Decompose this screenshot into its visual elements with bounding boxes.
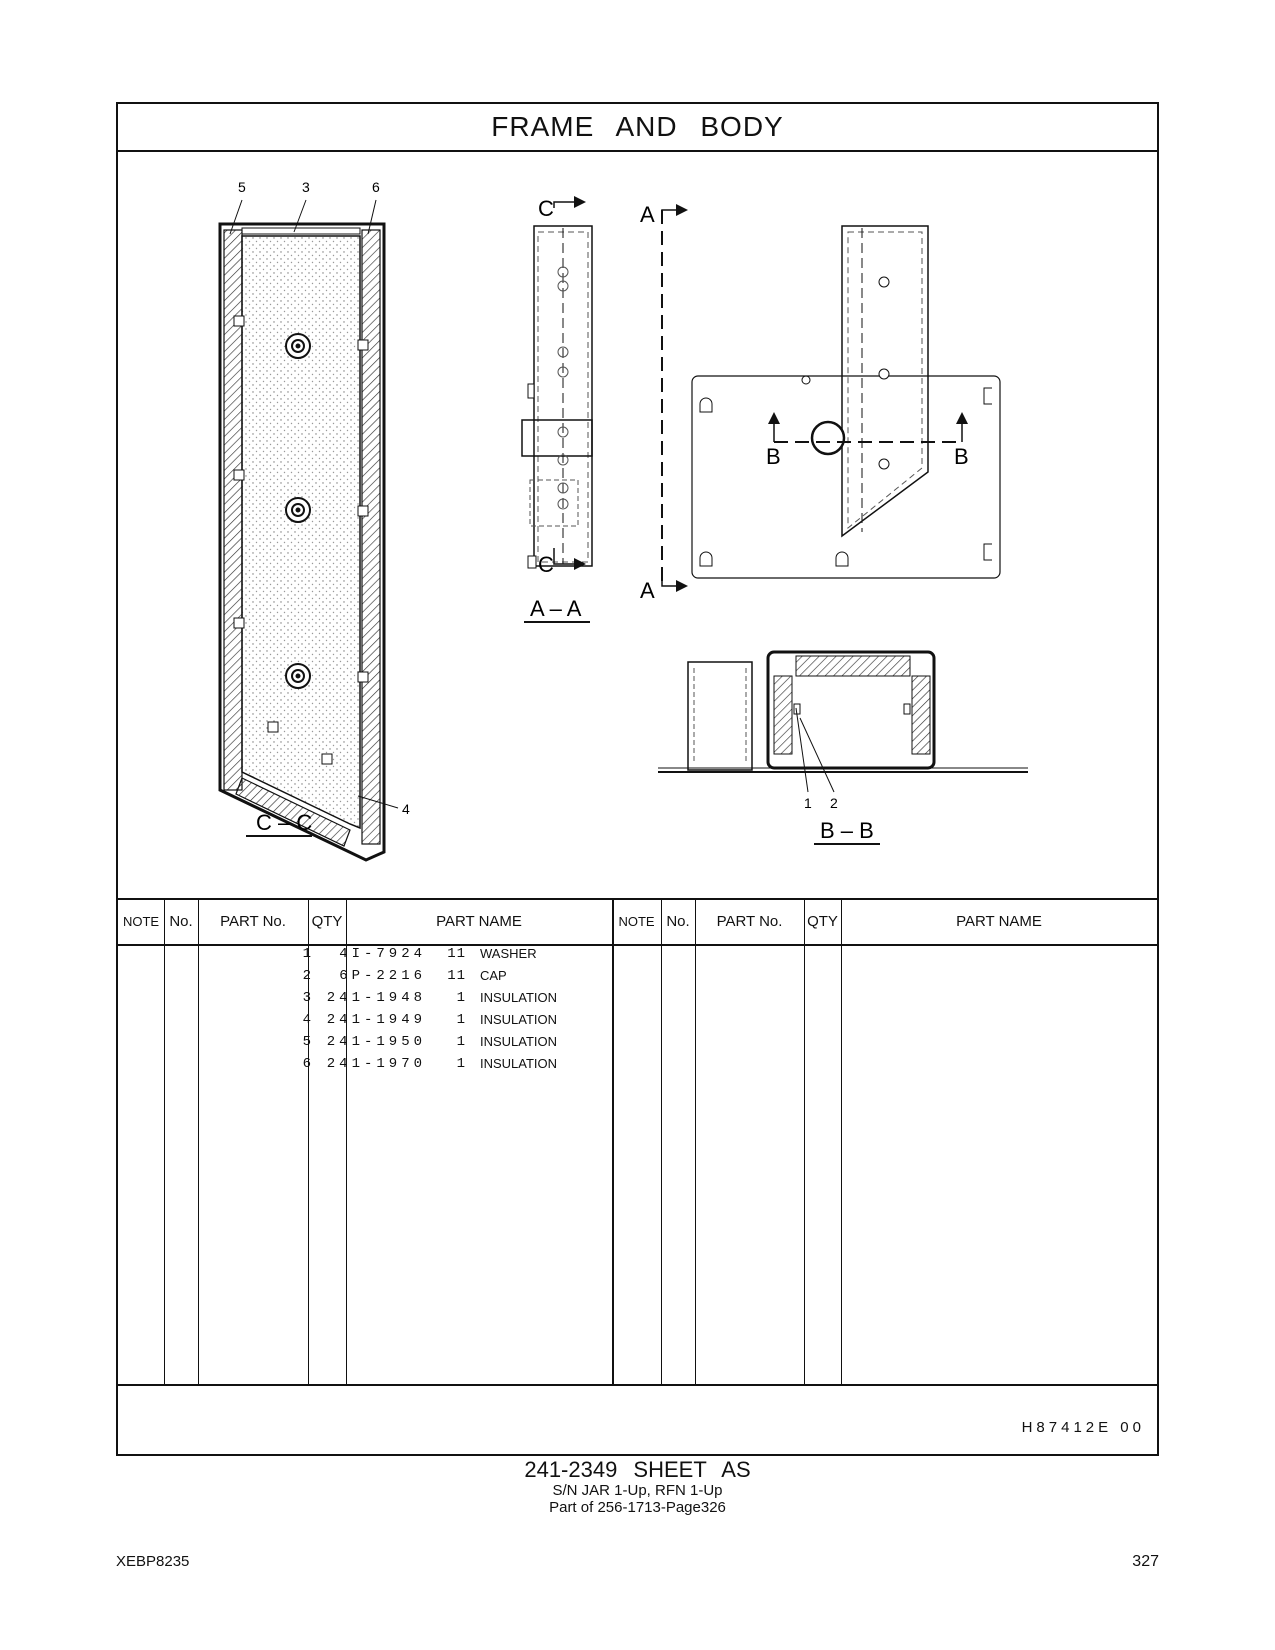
row-part-name: WASHER [480, 946, 537, 961]
header-qty: QTY [311, 913, 343, 930]
row-part-no: 4I-7924 [339, 946, 426, 962]
table-rows [118, 946, 1157, 1078]
header-no: No. [169, 913, 193, 930]
section-b-right-letter: B [954, 444, 969, 469]
section-c-bottom-letter: C [538, 552, 554, 577]
section-cc-label: C – C [256, 810, 313, 835]
page-number: 327 [1132, 1553, 1159, 1570]
row-part-no: 241-1950 [326, 1034, 426, 1050]
header-part-no: PART No. [220, 913, 286, 930]
drawing-svg [118, 152, 1157, 900]
row-qty: 1 [456, 990, 466, 1006]
row-no: 3 [302, 990, 312, 1006]
callout-5: 5 [238, 179, 246, 195]
callout-6: 6 [372, 179, 380, 195]
table-row [118, 1012, 1157, 1034]
row-part-name: INSULATION [480, 1034, 558, 1049]
header-part-no-2: PART No. [716, 913, 783, 930]
table-row [118, 1034, 1157, 1056]
table-row [118, 1056, 1157, 1078]
table-row [118, 968, 1157, 990]
header-qty-2: QTY [807, 913, 838, 930]
row-qty: 11 [447, 946, 466, 962]
technical-drawing [118, 152, 1157, 900]
section-aa-view [522, 196, 592, 622]
row-part-no: 241-1949 [326, 1012, 426, 1028]
callout-2: 2 [830, 795, 838, 811]
table-row [118, 946, 1157, 968]
row-part-name: CAP [480, 968, 507, 983]
drawing-number: H87412E 00 [1021, 1419, 1145, 1436]
table-header [118, 900, 1157, 946]
callout-3: 3 [302, 179, 310, 195]
row-qty: 1 [456, 1034, 466, 1050]
manual-reference: XEBP8235 [116, 1553, 190, 1570]
serial-range: S/N JAR 1-Up, RFN 1-Up [552, 1482, 723, 1499]
header-note-2: NOTE [618, 914, 655, 929]
section-bb-label: B – B [820, 818, 874, 843]
row-no: 5 [302, 1034, 312, 1050]
section-a-bottom-letter: A [640, 578, 655, 603]
header-part-name: PART NAME [436, 913, 522, 930]
header-part-name-2: PART NAME [956, 913, 1042, 930]
row-part-no: 241-1948 [326, 990, 426, 1006]
sheet-title: 241-2349 SHEET AS [524, 1457, 751, 1482]
table-row [118, 990, 1157, 1012]
header-note: NOTE [122, 914, 160, 929]
section-c-top-letter: C [538, 196, 554, 221]
section-cc-view [220, 179, 410, 860]
plan-view [640, 202, 1000, 603]
section-bb-view [658, 652, 1028, 844]
row-part-name: INSULATION [480, 990, 558, 1005]
row-qty: 1 [456, 1056, 466, 1072]
part-of-reference: Part of 256-1713-Page326 [549, 1499, 726, 1516]
callout-4: 4 [402, 801, 410, 817]
page-title: FRAME AND BODY [491, 111, 784, 142]
row-qty: 1 [456, 1012, 466, 1028]
row-part-no: 6P-2216 [339, 968, 426, 984]
section-a-top-letter: A [640, 202, 655, 227]
parts-list-table [118, 898, 1157, 1386]
row-no: 6 [302, 1056, 312, 1072]
row-no: 1 [302, 946, 312, 962]
parts-page-frame [116, 102, 1159, 1456]
row-part-no: 241-1970 [326, 1056, 426, 1072]
title-bar [118, 104, 1157, 152]
sheet-footer [0, 1458, 1275, 1516]
section-b-left-letter: B [766, 444, 781, 469]
section-aa-label: A – A [530, 596, 582, 621]
row-no: 2 [302, 968, 312, 984]
row-part-name: INSULATION [480, 1056, 558, 1071]
row-no: 4 [302, 1012, 312, 1028]
header-no-2: No. [666, 913, 690, 930]
row-part-name: INSULATION [480, 1012, 558, 1027]
callout-1: 1 [804, 795, 812, 811]
row-qty: 11 [447, 968, 466, 984]
